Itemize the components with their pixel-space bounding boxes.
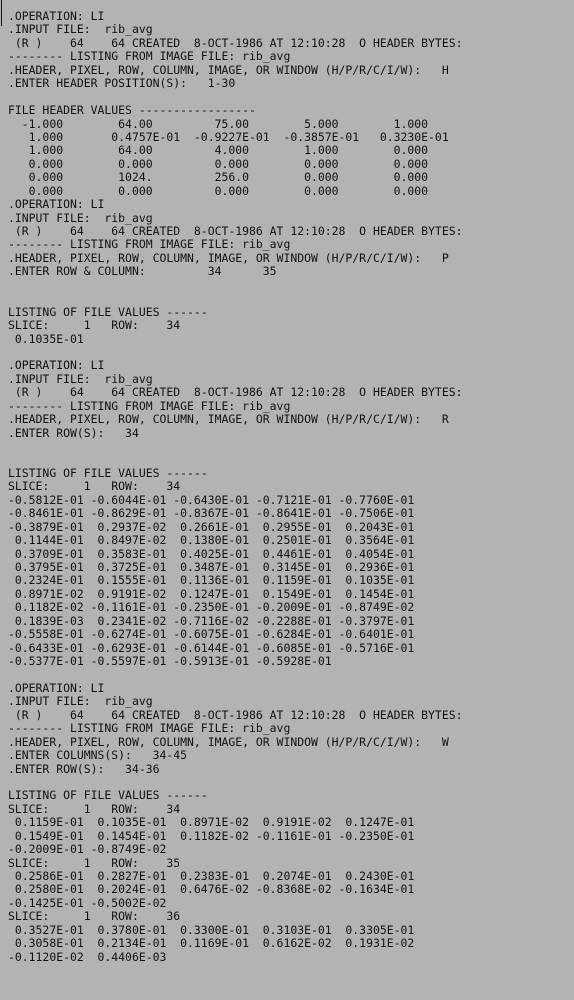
terminal-line: .HEADER, PIXEL, ROW, COLUMN, IMAGE, OR WINDOW (H/P/R/C/I/W): R [8,412,449,427]
terminal-line: LISTING OF FILE VALUES ------ [8,304,208,319]
terminal-line: SLICE: 1 ROW: 34 [8,801,181,816]
terminal-line: 0.3058E-01 0.2134E-01 0.1169E-01 0.6162E-02 0.1931E-02 [8,936,415,951]
terminal-line: .ENTER ROW(S): 34 [8,425,139,440]
terminal-line [8,279,574,292]
window-edge [1,0,2,26]
terminal-line: .ENTER ROW(S): 34-36 [8,761,160,776]
terminal-line: SLICE: 1 ROW: 34 [8,318,181,333]
terminal-line: .OPERATION: LI [8,9,105,23]
terminal-line: -------- LISTING FROM IMAGE FILE: rib_avg [8,49,291,64]
terminal-line: SLICE: 1 ROW: 34 [8,479,181,494]
terminal-line: .INPUT FILE: rib_avg [8,210,153,225]
terminal-line: .ENTER HEADER POSITION(S): 1-30 [8,76,236,91]
terminal-line: .INPUT FILE: rib_avg [8,22,153,37]
terminal-line: -0.5377E-01 -0.5597E-01 -0.5913E-01 -0.5928E-01 [8,654,332,668]
terminal-line: .HEADER, PIXEL, ROW, COLUMN, IMAGE, OR WINDOW (H/P/R/C/I/W): H [8,62,449,77]
terminal-line: -0.5558E-01 -0.6274E-01 -0.6075E-01 -0.6284E-01 -0.6401E-01 [8,627,415,642]
terminal-line: -0.1425E-01 -0.5002E-02 [8,895,167,910]
terminal-line: -------- LISTING FROM IMAGE FILE: rib_avg [8,237,291,252]
terminal-line: .INPUT FILE: rib_avg [8,694,153,709]
terminal-line: .ENTER ROW & COLUMN: 34 35 [8,264,277,279]
terminal-line: .OPERATION: LI [8,358,105,373]
terminal-line: 0.1839E-03 0.2341E-02 -0.7116E-02 -0.2288E-01 -0.3797E-01 [8,613,415,628]
terminal-line: 0.3709E-01 0.3583E-01 0.4025E-01 0.4461E-01 0.4054E-01 [8,546,415,561]
terminal-line: 0.2324E-01 0.1555E-01 0.1136E-01 0.1159E-01 0.1035E-01 [8,573,415,588]
terminal-line: SLICE: 1 ROW: 36 [8,909,181,924]
terminal-line: 0.1035E-01 [8,331,84,346]
terminal-line: 1.000 0.4757E-01 -0.9227E-01 -0.3857E-01 0.3230E-01 [8,129,449,144]
terminal-line: 0.1182E-02 -0.1161E-01 -0.2350E-01 -0.2009E-01 -0.8749E-02 [8,600,415,615]
terminal-line: (R ) 64 64 CREATED 8-OCT-1986 AT 12:10:28 O HEADER BYTES: [8,707,463,722]
terminal-line: 0.2586E-01 0.2827E-01 0.2383E-01 0.2074E-01 0.2430E-01 [8,869,415,883]
terminal-line: -0.5812E-01 -0.6044E-01 -0.6430E-01 -0.7121E-01 -0.7760E-01 [8,492,415,507]
terminal-line: 0.000 0.000 0.000 0.000 0.000 [8,183,429,198]
terminal-line: FILE HEADER VALUES ----------------- [8,103,256,118]
terminal-line: .INPUT FILE: rib_avg [8,371,153,386]
terminal-line: (R ) 64 64 CREATED 8-OCT-1986 AT 12:10:28 O HEADER BYTES: [8,224,463,238]
terminal-line: LISTING OF FILE VALUES ------ [8,788,208,803]
terminal-line [8,668,574,681]
terminal-line: .ENTER COLUMNS(S): 34-45 [8,748,188,763]
terminal-line: .OPERATION: LI [8,197,105,212]
terminal-line: 0.000 0.000 0.000 0.000 0.000 [8,156,429,171]
terminal-line: SLICE: 1 ROW: 35 [8,855,181,870]
terminal-lines [8,10,574,964]
terminal-line: -1.000 64.00 75.00 5.000 1.000 [8,116,429,131]
terminal-line: -------- LISTING FROM IMAGE FILE: rib_avg [8,721,291,736]
terminal-line: 0.2580E-01 0.2024E-01 0.6476E-02 -0.8368E-02 -0.1634E-01 [8,882,415,897]
terminal-line: (R ) 64 64 CREATED 8-OCT-1986 AT 12:10:28 O HEADER BYTES: [8,385,463,400]
terminal-line: 0.1549E-01 0.1454E-01 0.1182E-02 -0.1161E-01 -0.2350E-01 [8,828,415,843]
terminal-line [8,91,574,104]
terminal-line: 1.000 64.00 4.000 1.000 0.000 [8,143,429,158]
terminal-line [8,346,574,359]
terminal-line: -------- LISTING FROM IMAGE FILE: rib_avg [8,398,291,413]
terminal-line: -0.6433E-01 -0.6293E-01 -0.6144E-01 -0.6085E-01 -0.5716E-01 [8,640,415,655]
terminal-line: (R ) 64 64 CREATED 8-OCT-1986 AT 12:10:28 O HEADER BYTES: [8,35,463,50]
terminal-line: 0.8971E-02 0.9191E-02 0.1247E-01 0.1549E-01 0.1454E-01 [8,586,415,601]
terminal-line: .HEADER, PIXEL, ROW, COLUMN, IMAGE, OR WINDOW (H/P/R/C/I/W): P [8,250,449,265]
terminal-line: 0.000 1024. 256.0 0.000 0.000 [8,170,429,185]
terminal-line: -0.1120E-02 0.4406E-03 [8,949,167,964]
terminal-line [8,453,574,466]
terminal-line: -0.3879E-01 0.2937E-02 0.2661E-01 0.2955E-01 0.2043E-01 [8,519,415,534]
terminal-line [8,440,574,453]
terminal-line: .OPERATION: LI [8,680,105,695]
terminal-line: .HEADER, PIXEL, ROW, COLUMN, IMAGE, OR WINDOW (H/P/R/C/I/W): W [8,734,449,749]
terminal-line: -0.2009E-01 -0.8749E-02 [8,842,167,857]
terminal-line: 0.3527E-01 0.3780E-01 0.3300E-01 0.3103E-01 0.3305E-01 [8,922,415,937]
terminal-line: -0.8461E-01 -0.8629E-01 -0.8367E-01 -0.8641E-01 -0.7506E-01 [8,506,415,521]
terminal-line: 0.3795E-01 0.3725E-01 0.3487E-01 0.3145E-01 0.2936E-01 [8,559,415,574]
terminal-line: 0.1144E-01 0.8497E-02 0.1380E-01 0.2501E-01 0.3564E-01 [8,533,415,548]
terminal-line [8,292,574,305]
terminal-line: 0.1159E-01 0.1035E-01 0.8971E-02 0.9191E-02 0.1247E-01 [8,815,415,830]
terminal-line [8,776,574,789]
terminal-line: LISTING OF FILE VALUES ------ [8,465,208,480]
